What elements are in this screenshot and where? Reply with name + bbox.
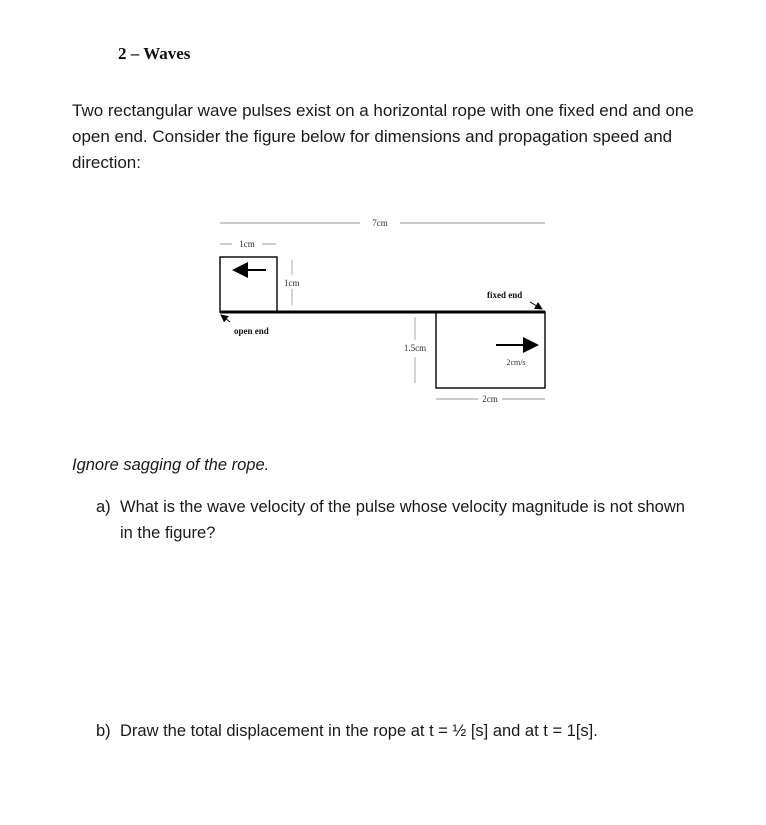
speed-label: 2cm/s: [506, 358, 526, 367]
question-b-label: b): [96, 722, 111, 740]
question-a-label: a): [96, 498, 111, 516]
left-pulse: [220, 257, 277, 312]
total-length-label: 7cm: [372, 218, 388, 228]
left-height-label: 1cm: [284, 278, 300, 288]
question-b: [96, 718, 696, 744]
question-b-text: Draw the total displacement in the rope at t = ½ [s] and at t = 1[s].: [120, 722, 598, 740]
section-heading: 2 – Waves: [118, 44, 191, 63]
figure-svg: [200, 205, 560, 420]
open-end-label: open end: [234, 326, 269, 336]
right-pulse: [436, 312, 545, 388]
note-text: Ignore sagging of the rope.: [72, 456, 270, 474]
question-a: [96, 494, 696, 546]
question-a-text: What is the wave velocity of the pulse whose velocity magnitude is not shown in the figure?: [120, 498, 685, 542]
fixed-end-arrow-icon: [530, 302, 542, 309]
fixed-end-label: fixed end: [487, 290, 523, 300]
wave-pulse-figure: [200, 205, 560, 420]
open-end-arrow-icon: [221, 315, 230, 322]
right-depth-label: 1.5cm: [403, 343, 427, 353]
intro-paragraph: [72, 98, 712, 176]
right-width-label: 2cm: [482, 394, 498, 404]
intro-text: Two rectangular wave pulses exist on a horizontal rope with one fixed end and one open end. Consider the figure below for dimensions and propagation speed and direction:: [72, 101, 694, 172]
left-width-label: 1cm: [239, 239, 255, 249]
